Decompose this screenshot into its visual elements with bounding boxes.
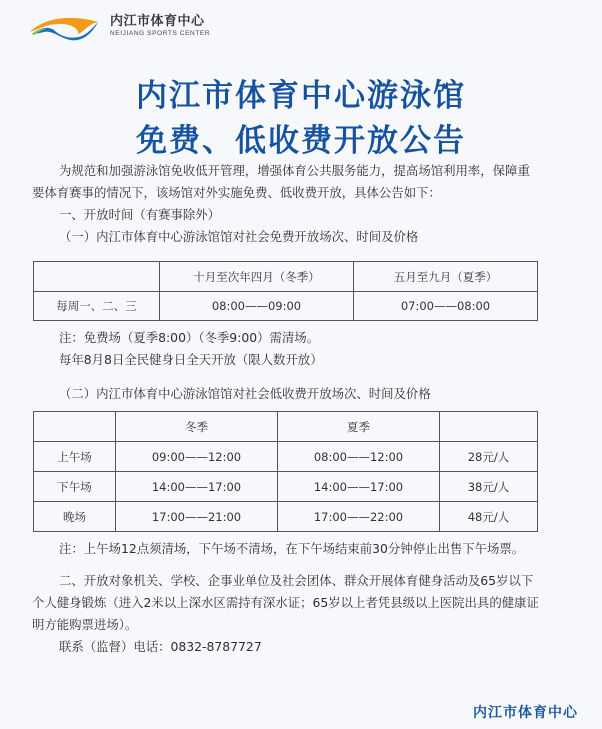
table-row — [34, 502, 538, 532]
table-cell: 冬季 — [116, 412, 278, 442]
table-cell: 09:00——12:00 — [116, 442, 278, 472]
table-header-row — [34, 262, 538, 292]
sports-center-logo-icon — [26, 10, 102, 42]
intro-line-1: 为规范和加强游泳馆免收低开管理，增强体育公共服务能力，提高场馆利用率，保障重 — [59, 163, 530, 178]
logo-chinese-name: 内江市体育中心 — [110, 13, 205, 29]
table-cell: 38元/人 — [440, 472, 538, 502]
section2-line-2: 个人健身锻炼（进入2米以上深水区需持有深水证；65岁以上者凭县级以上医院出具的健康证 — [32, 595, 539, 610]
table-cell: 晚场 — [34, 502, 116, 532]
table-cell: 14:00——17:00 — [278, 472, 440, 502]
section2-line-1: 二、开放对象机关、学校、企事业单位及社会团体、群众开展体育健身活动及65岁以下 — [59, 573, 534, 588]
section2-line-3: 明方能购票进场）。 — [32, 617, 138, 632]
contact-phone: 联系（监督）电话：0832-8787727 — [59, 639, 262, 654]
table-cell: 17:00——22:00 — [278, 502, 440, 532]
table-row — [34, 442, 538, 472]
section1-heading: 一、开放时间（有赛事除外） — [59, 207, 221, 222]
page-title-line1: 内江市体育中心游泳馆 — [136, 78, 466, 114]
table-cell — [440, 412, 538, 442]
logo-english-name: NEIJIANG SPORTS CENTER — [110, 29, 211, 37]
table-cell: 14:00——17:00 — [116, 472, 278, 502]
table-cell: 夏季 — [278, 412, 440, 442]
note-session-rules: 注：上午场12点须清场，下午场不清场，在下午场结束前30分钟停止出售下午场票。 — [59, 541, 525, 556]
fee-section-subheading: （二）内江市体育中心游泳馆馆对社会低收费开放场次、时间及价格 — [59, 386, 431, 401]
footer-signature: 内江市体育中心 — [473, 705, 578, 721]
free-notes — [59, 327, 589, 371]
table-cell: 每周一、二、三 — [34, 292, 160, 321]
table-row — [34, 472, 538, 502]
table-cell: 08:00——09:00 — [160, 292, 354, 321]
header — [26, 8, 210, 44]
table-cell: 48元/人 — [440, 502, 538, 532]
intro-line-2: 要体育赛事的情况下，该场馆对外实施免费、低收费开放，具体公告如下： — [32, 185, 441, 200]
page-title-line2: 免费、低收费开放公告 — [136, 123, 466, 159]
table-cell: 下午场 — [34, 472, 116, 502]
table-cell: 五月至九月（夏季） — [354, 262, 538, 292]
table-header-row — [34, 412, 538, 442]
table-cell: 17:00——21:00 — [116, 502, 278, 532]
note-free-clearance: 注：免费场（夏季8:00）（冬季9:00）需清场。 — [59, 330, 320, 345]
note-fitness-day: 每年8月8日全民健身日全天开放（限人数开放） — [59, 352, 323, 367]
intro-paragraph — [32, 160, 592, 248]
low-fee-schedule-table — [33, 411, 538, 532]
table-cell: 07:00——08:00 — [354, 292, 538, 321]
table-cell — [34, 262, 160, 292]
table-row — [34, 292, 538, 321]
table-cell: 上午场 — [34, 442, 116, 472]
table-cell — [34, 412, 116, 442]
free-schedule-table — [33, 261, 538, 321]
table-cell: 08:00——12:00 — [278, 442, 440, 472]
table-cell: 28元/人 — [440, 442, 538, 472]
free-section-subheading: （一）内江市体育中心游泳馆馆对社会免费开放场次、时间及价格 — [59, 229, 419, 244]
table-cell: 十月至次年四月（冬季） — [160, 262, 354, 292]
section2-paragraph — [32, 570, 592, 658]
